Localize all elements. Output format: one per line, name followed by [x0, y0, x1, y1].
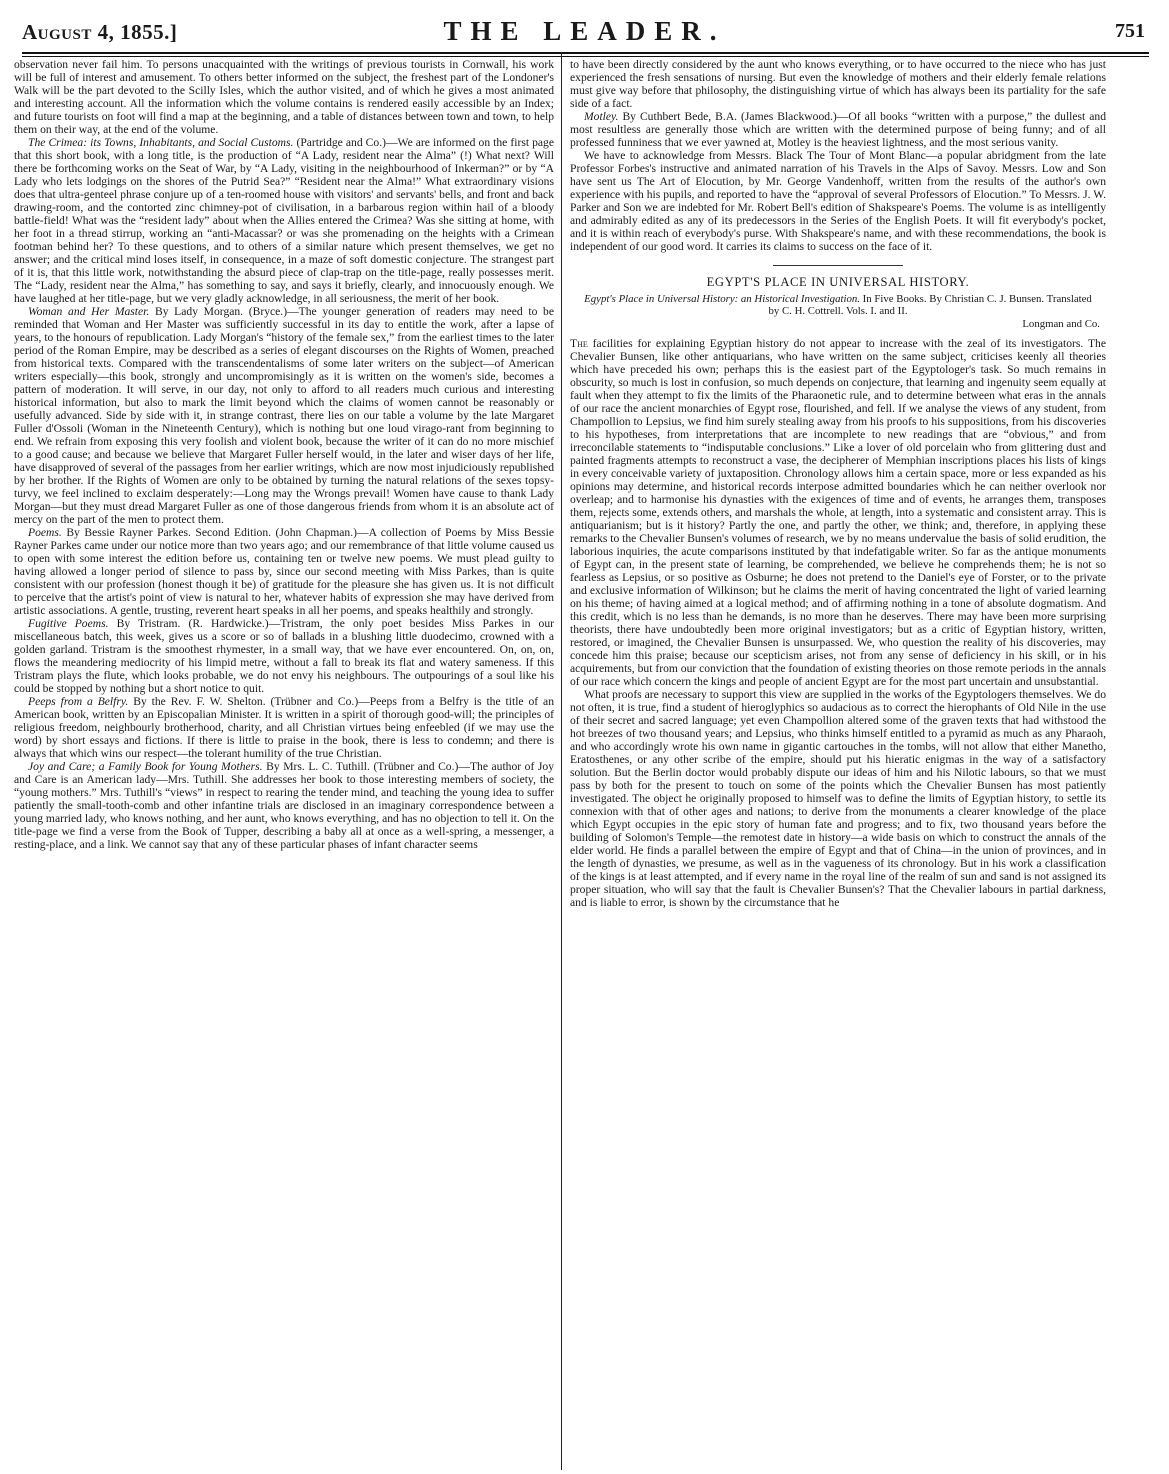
review-body: By Tristram. (R. Hardwicke.)—Tristram, the only poet besides Miss Parkes in our miscellaneous batch, this week, gives us a score or so of ballads in a blushing little duodecimo, crowned with a golden garland. Tristram is the smoothest rhymester, in a small way, that we have ever encountered. On, on, on, flows the meandering mediocrity of his limpid metre, without a fall to break its flat and watery sameness. If this Tristram plays the flute, which looks probable, we do not envy his neighbours. The outpourings of a soul like his could be stopped by nothing but a short notice to quit.	[14, 617, 554, 695]
review-title: The Crimea: its Towns, Inhabitants, and Social Customs.	[28, 136, 294, 149]
review-title: Joy and Care; a Family Book for Young Mothers.	[28, 760, 263, 773]
article-citation	[580, 293, 1096, 318]
page-number: 751	[1115, 20, 1145, 42]
review-body: By Bessie Rayner Parkes. Second Edition. (John Chapman.)—A collection of Poems by Miss Bessie Rayner Parkes came under our notice more than two years ago; and our remembrance of that little volume caused us to open with some interest the edition before us, containing ten or twelve new poems. We must plead guilty to having allowed a longer period of silence to pass by, since our second meeting with Miss Parkes, than is quite consistent with our profession (honest though it be) of gratitude for the pleasure she has given us. It is not difficult to perceive that the artist's point of view is natural to her, whatever habits of expression she may have derived from artistic associations. A gentle, trusting, reverent heart speaks in all her poems, and speaks healthily and strongly.	[14, 526, 554, 617]
article-paragraph	[570, 337, 1106, 688]
section-divider	[773, 265, 903, 266]
paragraph: observation never fail him. To persons unacquainted with the writings of previous tourists in Cornwall, his work will be full of interest and amusement. To others better informed on the subject, the freshest part of the Londoner's Walk will be the part devoted to the Scilly Isles, which the author visited, and of which he gives a most animated and interesting account. All the information which the volume contains is rendered easily accessible by an Index; and future tourists on foot will find a map at the beginning, and a table of distances between town and town, to help them on their way, at the end of the volume.	[14, 58, 554, 136]
review-title: Peeps from a Belfry.	[28, 695, 129, 708]
article-paragraph: What proofs are necessary to support this view are supplied in the works of the Egyptologers themselves. We do not often, it is true, find a student of hieroglyphics so audacious as to correct the hierophants of Old Nile in the use of their secret and sacred language; yet even Champollion altered some of the graven texts that had withstood the hot breezes of two thousand years; and Lepsius, who thinks himself entitled to a pyramid as much as any Pharaoh, and who accordingly wrote his own name in gigantic cartouches in the tombs, will not allow that either Manetho, Eratosthenes, or any other scribe of the empire, should put his hieratic enigmas in the way of a satisfactory solution. But the Berlin doctor would probably dispute our ideas of him and his Nilotic labours, so that we must pass by both for the present to touch on some of the points which the Chevalier Bunsen has most patiently investigated. The object he originally proposed to himself was to define the limits of Egyptian history, to settle its connexion with that of other ages and nations; to derive from the monuments a clearer knowledge of the place which Egypt occupies in the epic story of human fate and progress; and to fix, two thousand years before the building of Solomon's Temple—the remotest date in history—a wide basis on which to construct the annals of the elder world. He finds a parallel between the empire of Egypt and that of China—in the union of provinces, and in the length of dynasties, we presume, as well as in the vagueness of its chronology. But in his work a classification of the kings is at least attempted, and if every name in the royal line of the realm of sun and sand is not assigned its proper situation, who will say that the fault is Chevalier Bunsen's? That the Chevalier labours in partial darkness, and is liable to error, is shown by the circumstance that he	[570, 687, 1106, 909]
column-divider	[561, 52, 562, 1470]
review-body: By Lady Morgan. (Bryce.)—The younger generation of readers may need to be reminded that Woman and Her Master was sufficiently successful in its day to entitle the work, after a lapse of years, to the honours of republication. Lady Morgan's “history of the female sex,” from the earliest times to the later period of the Roman Empire, may be described as a series of elegant discourses on the Rights of Women, preached from historical texts. Compared with the transcendentalisms of some later writers on the subject—of American writers especially—this book, strongly and uncompromisingly as it is written on the women's side, becomes a pattern of moderation. It will serve, in our day, not only to afford to all readers much curious and interesting historical information, but also to mark the limit beyond which the claims of women cannot be reasonably or usefully advanced. Side by side with it, in strange contrast, there lies on our table a volume by the late Margaret Fuller d'Ossoli (Woman in the Nineteenth Century), which is nothing but one loud virago-rant from beginning to end. We refrain from exposing this very foolish and violent book, because the writer of it can do no more mischief to a good cause; and because we believe that Margaret Fuller herself would, in the later and wiser days of her life, have disapproved of several of the passages from her earlier writings, which are now most injudiciously republished by her brother. If the Rights of Women are only to be obtained by turning the natural relations of the sexes topsy-turvy, we feel inclined to exclaim desperately:—Long may the Wrongs prevail! Women have cause to thank Lady Morgan—but they must dread Margaret Fuller as one of those dangerous friends from whom it is an absolute act of mercy on the part of the men to protect them.	[14, 305, 554, 526]
lead-word: The	[570, 336, 588, 350]
article-publisher: Longman and Co.	[1022, 317, 1100, 330]
right-column	[570, 58, 1106, 1468]
review-title: Motley.	[584, 110, 619, 123]
issue-date: August 4, 1855.]	[22, 20, 178, 44]
masthead-rule	[22, 52, 1149, 54]
review-paragraph	[14, 695, 554, 760]
cited-work-details: In Five Books. By Christian C. J. Bunsen. Translated by C. H. Cottrell. Vols. I. and II.	[768, 293, 1092, 318]
cited-work-title: Egypt's Place in Universal History: an Historical Investigation.	[584, 293, 860, 305]
newspaper-title: THE LEADER.	[443, 16, 726, 46]
article-body: facilities for explaining Egyptian history do not appear to increase with the zeal of its investigators. The Chevalier Bunsen, like other antiquarians, who have written on the same subject, criticises keenly all theories which have preceded his own; perhaps this is the easiest part of the Egyptologer's task. So much remains in obscurity, so much is lost in confusion, so much depends on conjecture, that learning and ingenuity seem equally at fault when they attempt to fix the limits of the Pharaonetic rule, and to determine between what eras in the annals of our race the ancient monarchies of Egypt rose, flourished, and fell. If we analyse the views of any student, from Champollion to Lepsius, we find him surely stealing away from his proofs to his suppositions, from his discoveries to his hypotheses, from interpretations that are incomplete to new readings that are “obvious,” and from irreconcilable statements to “indisputable conclusions.” Like a lover of old porcelain who from glittering dust and painted fragments attempts to reconstruct a vase, the decipherer of Memphian inscriptions places his lists of kings in every conceivable variety of juxtaposition. Chronology allows him a certain space, more or less expanded as his opinions may determine, and historical records interpose admitted boundaries which he can neither overlook nor overleap; and to harmonise his dynasties with the exigences of time and of events, he arranges them, transposes them, rejects some, extends others, and marshals the whole, at length, into a systematic and consistent array. This is antiquarianism; but is it history? Partly the one, and partly the other, we think; and, therefore, in applying these remarks to the Chevalier Bunsen's volumes of research, we by no means undervalue the basis of solid erudition, the laborious inquiries, the acute comparisons instituted by that indefatigable writer. So far as the antique monuments of Egypt can, in the present state of learning, be comprehended, we believe he comprehends them; he is not so fearless as Lepsius, or so positive as Osburne; he does not pretend to the Daniel's eye of Forster, or to the private and exclusive information of Wilkinson; but he claims the merit of having concentrated the light of varied learning on his theme; of having aimed at a logical method; and of affirming nothing in a tone of absolute dogmatism. And this credit, which is no less than he demands, is no more than he deserves. There may have been more surprising theorists, there have undoubtedly been more original investigators; but as a critic of Egyptian history, written, restored, or imagined, the Chevalier Bunsen is unsurpassed. We, who question the reality of his discoveries, may concede him this praise; because our scepticism arises, not from any sense of deficiency in his skill, or in his acquirements, but from our conviction that the foundation of existing theories on those remote periods in the annals of our race which concern the kings and people of ancient Egypt are for the most part uncertain and unsubstantial.	[570, 336, 1106, 688]
review-paragraph	[14, 617, 554, 695]
left-column	[14, 58, 554, 1468]
paragraph: to have been directly considered by the aunt who knows everything, or to have occurred to the niece who has just experienced the fresh sensations of nursing. But even the knowledge of mothers and their elderly female relations must give way before that philosophy, the distinguishing virtue of which has always been its partiality for the safe side of a fact.	[570, 58, 1106, 110]
review-title: Fugitive Poems.	[28, 617, 109, 630]
review-paragraph	[14, 526, 554, 617]
review-title: Woman and Her Master.	[28, 305, 150, 318]
review-paragraph	[570, 110, 1106, 149]
review-body: By Mrs. L. C. Tuthill. (Trübner and Co.)—The author of Joy and Care is an American lady—Mrs. Tuthill. She addresses her book to those interesting members of society, the “young mothers.” Mrs. Tuthill's “views” in respect to rearing the tender mind, and teaching the young idea to suffer patiently the small-tooth-comb and other infantine trials are disclosed in an imaginary correspondence between a young married lady, who knows nothing, and her aunt, who knows everything, and has no objection to tell it. On the title-page we find a verse from the Book of Tupper, describing a baby all at once as a well-spring, a messenger, a resting-place, and a link. We cannot say that any of these particular phases of infant character seems	[14, 760, 554, 851]
review-paragraph	[14, 305, 554, 526]
paragraph: We have to acknowledge from Messrs. Black The Tour of Mont Blanc—a popular abridgment from the late Professor Forbes's instructive and animated narration of his Travels in the Alps of Savoy. Messrs. Low and Son have sent us The Art of Elocution, by Mr. George Vandenhoff, written from the results of the author's own experience with his pupils, and reported to have the “approval of several Professors of Elocution.” To Messrs. J. W. Parker and Son we are indebted for Mr. Robert Bell's edition of Shakspeare's Poems. The volume is as intelligently and admirably edited as any of its predecessors in the Series of the English Poets. It will fit everybody's pocket, and it is within reach of everybody's purse. With Shakspeare's name, and with these recommendations, the book is independent of our good word. It carries its claims to success on the face of it.	[570, 149, 1106, 253]
article-title: EGYPT'S PLACE IN UNIVERSAL HISTORY.	[706, 275, 970, 289]
masthead-rule-thin	[22, 56, 1149, 57]
review-title: Poems.	[28, 526, 62, 539]
review-body: By the Rev. F. W. Shelton. (Trübner and Co.)—Peeps from a Belfry is the title of an American book, written by an Episcopalian Minister. It is written in a spirit of thorough good-will; the principles of religious freedom, neighbourly brotherhood, charity, and all Christian virtues being enfeebled (if we may use the word) by short essays and fictions. If there is little to praise in the book, there is less to condemn; and there is always that which wins our respect—the tolerant humility of the true Christian.	[14, 695, 554, 760]
review-paragraph	[14, 760, 554, 851]
review-body: By Cuthbert Bede, B.A. (James Blackwood.)—Of all books “written with a purpose,” the dullest and most resultless are generally those which are written with the determined purpose of being funny; and of all professed funniness that we ever yawned at, Motley is the heaviest lightness, and the most serious vanity.	[570, 110, 1106, 149]
review-body: (Partridge and Co.)—We are informed on the first page that this short book, with a long title, is the production of “A Lady, resident near the Alma” (!) What next? Will there be forthcoming works on the Seat of War, by “A Lady, visiting in the neighbourhood of Inkerman?” or by “A Lady who lets lodgings on the shores of the Putrid Sea?” “Resident near the Alma!” What extraordinary visions does that ultra-genteel phrase conjure up of a ten-roomed house with visitors' and servants' bells, and front and back drawing-room, and the contorted zinc chimney-pot of civilisation, in a barbarous region within hail of a bloody battle-field! What was the “resident lady” about when the Allies entered the Crimea? Was she sitting at home, with her foot in a thread stirrup, working an “anti-Macassar? or was she promenading on the heights with a Crimean footman behind her? To these questions, and to others of a similar nature which present themselves, we get no answer; and the critical mind loses itself, in consequence, in a maze of soft domestic conjecture. The strangest part of it is, that this little work, notwithstanding the absurd piece of clap-trap on the title-page, really possesses merit. The “Lady, resident near the Alma,” has something to say, and says it briefly, clearly, and innocuously enough. We have laughed at her title-page, but we very gladly acknowledge, in all seriousness, the merit of her book.	[14, 136, 554, 305]
masthead	[14, 8, 1155, 48]
review-paragraph	[14, 136, 554, 305]
